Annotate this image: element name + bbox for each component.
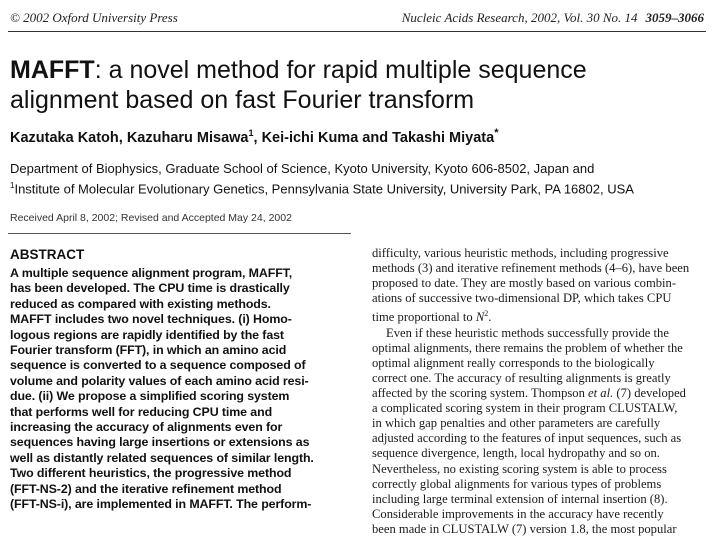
title-line-1-rest: : a novel method for rapid multiple sequence (94, 56, 587, 84)
abstract-line: well as distantly related sequences of similar length. (10, 450, 314, 465)
abstract-line: due. (ii) We propose a simplified scoring system (10, 389, 290, 404)
abstract-line: has been developed. The CPU time is drastically (10, 281, 290, 296)
abstract-line: MAFFT includes two novel techniques. (i) Homo- (10, 312, 292, 327)
body-text-right-column (372, 246, 708, 537)
body-paragraph-1 (372, 246, 708, 306)
authors-part-1: Kazutaka Katoh, Kazuharu Misawa (10, 129, 249, 146)
abstract-divider (8, 233, 351, 234)
affiliation-marker: 1 (248, 128, 254, 138)
title-line-1 (10, 55, 700, 85)
abstract-line: sequences having large insertions or extensions as (10, 435, 310, 450)
body-line: adjusted according to the features of input sequences, such as (372, 431, 682, 446)
body-line: correctly global alignments for various types of problems (372, 476, 662, 491)
abstract-line: reduced as compared with existing methods. (10, 296, 271, 311)
body-line: Considerable improvements in the accuracy have recently (372, 506, 664, 521)
abstract-line: (FFT-NS-i), are implemented in MAFFT. The perform- (10, 497, 312, 512)
abstract-body (10, 266, 355, 513)
body-text-fragment: affected by the scoring system. Thompson (372, 386, 589, 401)
et-al-italic: et al. (588, 386, 614, 401)
page-range: 3059–3066 (645, 10, 704, 25)
affiliation-2: Institute of Molecular Evolutionary Genetics, Pennsylvania State University, University Park, PA 16802, USA (14, 181, 634, 197)
variable-n: N (475, 310, 485, 325)
abstract-line: Fourier transform (FFT), in which an amino acid (10, 343, 287, 358)
body-paragraph-2a (372, 341, 708, 386)
author-list (10, 124, 710, 147)
body-line: optimal alignment really corresponds to the biologically (372, 355, 655, 370)
paper-title (10, 55, 700, 115)
body-line: sequence divergence, length, local hydropathy and so on. (372, 446, 660, 461)
body-line: including large terminal extension of internal insertion (8). (372, 491, 668, 506)
body-line: been made in CLUSTALW (7) version 1.8, the most popular (372, 521, 677, 536)
body-line (372, 386, 708, 401)
body-line: difficulty, various heuristic methods, including progressive (372, 246, 669, 260)
body-text-fragment: time proportional to (372, 310, 476, 325)
header-divider (8, 31, 706, 32)
corresponding-author-marker: * (494, 127, 499, 139)
abstract-line: Two different heuristics, the progressive method (10, 466, 292, 481)
received-dates: Received April 8, 2002; Revised and Accepted May 24, 2002 (10, 212, 292, 224)
authors-part-2: , Kei-ichi Kuma and Takashi Miyata (253, 129, 495, 146)
affiliations (10, 160, 710, 197)
abstract-line: volume and polarity values of each amino acid resi- (10, 373, 309, 388)
exponent: 2 (484, 309, 489, 319)
journal-name: Nucleic Acids Research, 2002, Vol. 30 No. 14 (401, 10, 638, 25)
abstract-line: sequence is converted to a sequence composed of (10, 358, 306, 373)
title-line-2: alignment based on fast Fourier transform (10, 86, 475, 114)
body-text-fragment: (7) developed (613, 386, 686, 401)
abstract-line: that performs well for reducing CPU time and (10, 404, 273, 419)
affiliation-2-marker: 1 (10, 181, 15, 190)
body-line: methods (3) and iterative refinement methods (4–6), have been (372, 261, 690, 276)
body-line: proposed to date. They are mostly based on various combin- (372, 276, 677, 291)
running-head (10, 10, 704, 28)
abstract-heading: ABSTRACT (10, 247, 85, 262)
body-line: a complicated scoring system in their program CLUSTALW, (372, 401, 678, 416)
affiliation-2-wrap (10, 177, 710, 197)
abstract-line: logous regions are rapidly identified by the fast (10, 327, 284, 342)
affiliation-1: Department of Biophysics, Graduate School of Science, Kyoto University, Kyoto 606-8502, Japan and (10, 161, 595, 176)
abstract-line: increasing the accuracy of alignments even for (10, 420, 283, 435)
title-acronym: MAFFT (10, 56, 95, 84)
abstract-line: A multiple sequence alignment program, MAFFT, (10, 266, 293, 280)
body-line (372, 306, 708, 325)
body-line: ations of successive two-dimensional DP, which takes CPU (372, 291, 672, 306)
body-line: in which gap penalties and other parameters are carefully (372, 416, 661, 431)
body-line: optimal alignments, there remains the problem of whether the (372, 340, 683, 355)
abstract-line: (FFT-NS-2) and the iterative refinement method (10, 481, 282, 496)
copyright-notice: © 2002 Oxford University Press (10, 10, 178, 25)
body-paragraph-2c (372, 401, 708, 537)
body-line: correct one. The accuracy of resulting alignments is greatly (372, 370, 671, 385)
body-text-fragment: . (488, 310, 492, 325)
body-line: Nevertheless, no existing scoring system is able to process (372, 461, 667, 476)
journal-citation (402, 10, 704, 26)
body-line: Even if these heuristic methods successfully provide the (386, 325, 669, 340)
